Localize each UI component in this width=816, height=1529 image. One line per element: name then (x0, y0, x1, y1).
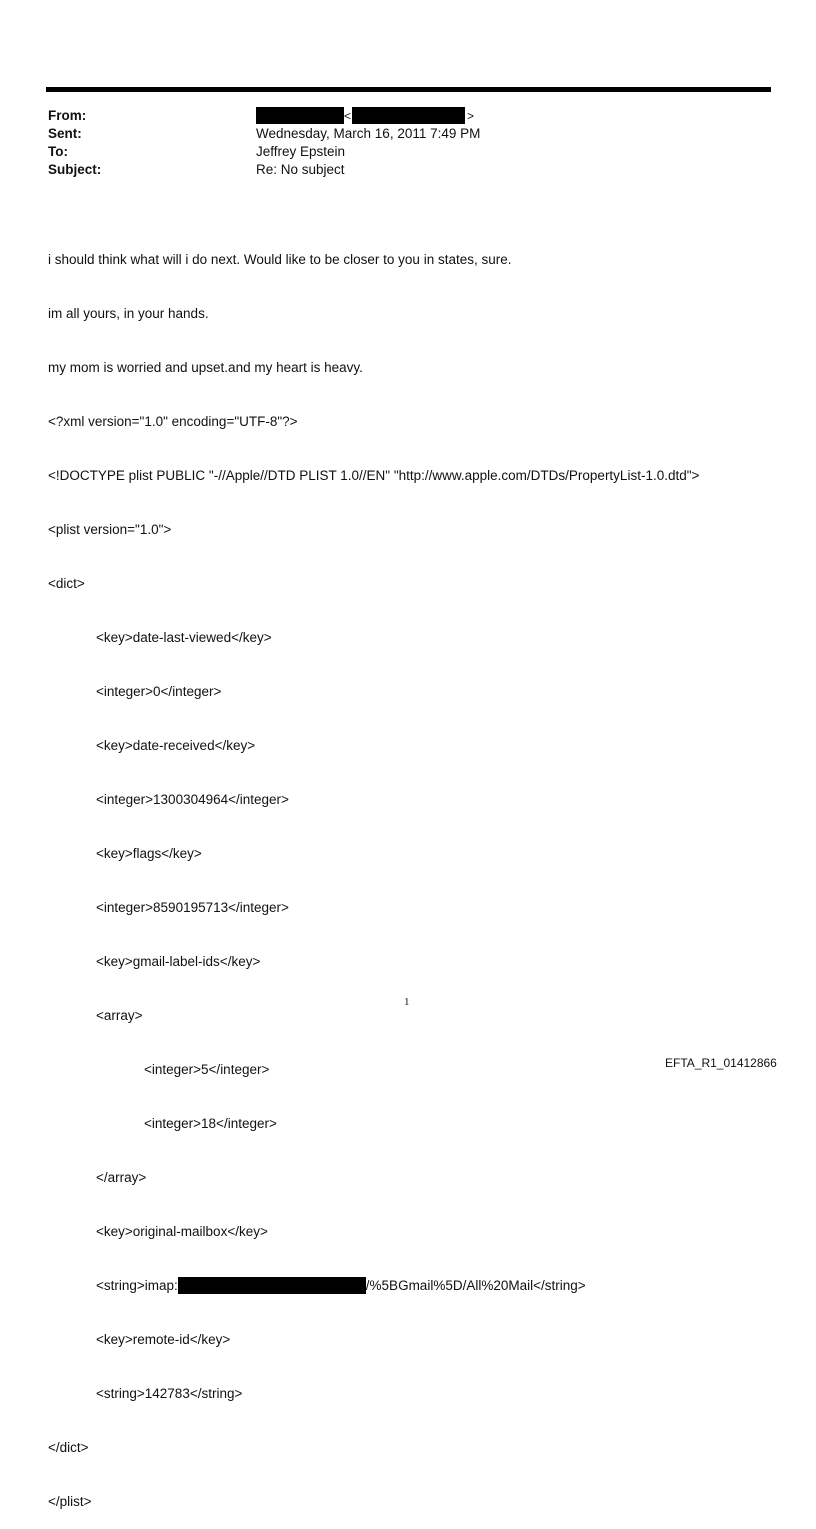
xml-line: </plist> (48, 1494, 92, 1509)
email-body (48, 215, 699, 1529)
imap-suffix: /%5BGmail%5D/All%20Mail</string> (365, 1278, 586, 1293)
body-line: my mom is worried and upset.and my heart is heavy. (48, 360, 363, 375)
to-label: To: (48, 144, 68, 159)
xml-line: </dict> (48, 1440, 89, 1455)
subject-label: Subject: (48, 162, 102, 177)
xml-line: <key>gmail-label-ids</key> (96, 954, 261, 969)
xml-line: <?xml version="1.0" encoding="UTF-8"?> (48, 414, 298, 429)
xml-line: <plist version="1.0"> (48, 522, 172, 537)
xml-line: <key>remote-id</key> (96, 1332, 231, 1347)
body-line: i should think what will i do next. Would like to be closer to you in states, sure. (48, 252, 512, 267)
xml-line: </array> (96, 1170, 147, 1185)
sent-value: Wednesday, March 16, 2011 7:49 PM (256, 126, 481, 141)
xml-line: <key>flags</key> (96, 846, 202, 861)
xml-line: <dict> (48, 576, 85, 591)
to-value: Jeffrey Epstein (256, 144, 346, 159)
body-line: im all yours, in your hands. (48, 306, 209, 321)
imap-prefix: <string>imap: (96, 1278, 178, 1293)
sent-label: Sent: (48, 126, 82, 141)
xml-line: <string>142783</string> (96, 1386, 243, 1401)
subject-value: Re: No subject (256, 162, 345, 177)
redacted-sender-email (352, 107, 465, 124)
from-open-bracket: < (344, 109, 352, 123)
header-rule (46, 87, 771, 92)
from-close-bracket: > (467, 109, 475, 123)
from-label: From: (48, 108, 87, 123)
xml-line: <array> (96, 1008, 143, 1023)
xml-line: <integer>1300304964</integer> (96, 792, 289, 807)
xml-line: <integer>18</integer> (144, 1116, 277, 1131)
xml-line: <integer>8590195713</integer> (96, 900, 289, 915)
xml-line: <integer>0</integer> (96, 684, 222, 699)
xml-line: <integer>5</integer> (144, 1062, 270, 1077)
page-number: 1 (404, 996, 410, 1008)
xml-line: <!DOCTYPE plist PUBLIC "-//Apple//DTD PLIST 1.0//EN" "http://www.apple.com/DTDs/PropertyList-1.0.dtd"> (48, 468, 700, 483)
xml-line: <key>date-last-viewed</key> (96, 630, 272, 645)
xml-line-mailbox (48, 1277, 699, 1295)
xml-line: <key>original-mailbox</key> (96, 1224, 268, 1239)
redacted-mailbox-account (178, 1277, 366, 1294)
xml-line: <key>date-received</key> (96, 738, 256, 753)
redacted-sender-name (256, 107, 344, 124)
bates-number: EFTA_R1_01412866 (665, 1056, 777, 1070)
